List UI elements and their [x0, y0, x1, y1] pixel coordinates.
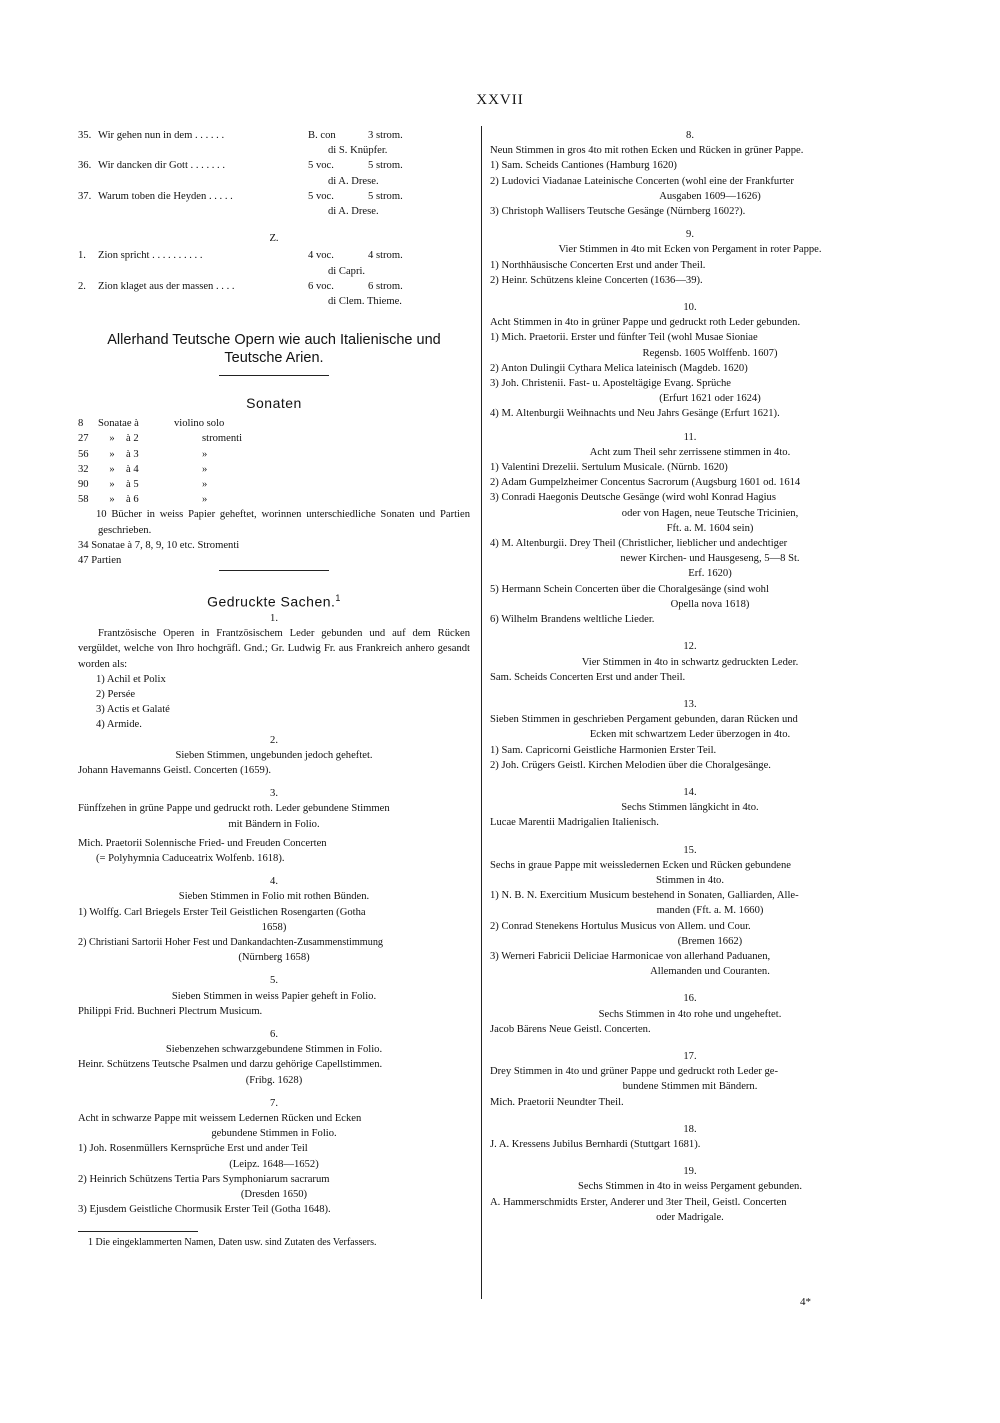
catalog-entry: 2. Zion klaget aus der massen . . . . 6 voc. 6 strom. — [78, 280, 403, 292]
list-item: 2) Persée — [96, 688, 136, 700]
list-item: 1) N. B. N. Exercitium Musicum bestehend in Sonaten, Galliarden, Alle- — [490, 890, 799, 902]
section-desc: Sieben Stimmen in geschrieben Pergament gebunden, daran Rücken und — [490, 714, 798, 726]
list-item: 6) Wilhelm Brandens weltliche Lieder. — [490, 614, 655, 626]
list-item: (= Polyhymnia Caduceatrix Wolfenb. 1618). — [96, 852, 285, 864]
column-divider — [481, 126, 482, 1299]
divider — [219, 375, 329, 376]
composer: di S. Knüpfer. — [328, 145, 388, 157]
left-column — [78, 128, 470, 1251]
list-item: newer Kirchen- und Hausgeseng, 5—8 St. — [620, 553, 800, 565]
section-desc: bundene Stimmen mit Bändern. — [622, 1081, 758, 1093]
list-item: 3) Werneri Fabricii Deliciae Harmonicae von allerhand Paduanen, — [490, 950, 771, 962]
list-item: (Nürnberg 1658) — [238, 952, 310, 964]
list-item: (Dresden 1650) — [240, 1189, 308, 1201]
section-desc: Sieben Stimmen in Folio mit rothen Bünden. — [178, 891, 370, 903]
list-item: 1) Valentini Drezelii. Sertulum Musicale. (Nürnb. 1620) — [490, 462, 728, 474]
composer: di Clem. Thieme. — [328, 296, 402, 308]
catalog-list-w — [78, 128, 470, 219]
section-desc: mit Bändern in Folio. — [228, 818, 320, 830]
opera-heading: Allerhand Teutsche Opern wie auch Italienische und Teutsche Arien. — [107, 332, 441, 367]
list-item: Johann Havemanns Geistl. Concerten (1659). — [78, 764, 271, 776]
catalog-entry: 37. Warum toben die Heyden . . . . . 5 voc. 5 strom. — [78, 190, 403, 202]
section-number: 6. — [270, 1029, 278, 1040]
list-item: Ausgaben 1609—1626) — [659, 190, 761, 202]
list-item: 3) Actis et Galaté — [96, 704, 170, 716]
section-desc: Frantzösische Operen in Frantzösischem Leder gebunden und auf dem Rücken vergüldet, welche von Ihro hochgräfl. Gnd.; Gr. Ludwig Fr. aus Frankreich anhero gesandt worden als: — [78, 628, 470, 670]
list-item: 1) Sam. Scheids Cantiones (Hamburg 1620) — [490, 160, 677, 172]
sonaten-heading: Sonaten — [246, 395, 302, 412]
list-item: oder von Hagen, neue Teutsche Tricinien, — [621, 507, 799, 519]
section-number: 19. — [683, 1166, 697, 1178]
list-item: 2) Conrad Stenekens Hortulus Musicus von Allem. und Cour. — [490, 920, 751, 932]
list-item: 1) Joh. Rosenmüllers Kernsprüche Erst und ander Teil — [78, 1143, 308, 1155]
list-item: Jacob Bärens Neue Geistl. Concerten. — [490, 1023, 651, 1035]
sonaten-list — [78, 416, 470, 507]
right-column — [490, 128, 890, 1225]
list-item: Philippi Frid. Buchneri Plectrum Musicum. — [78, 1005, 263, 1017]
section-number: 12. — [683, 641, 697, 653]
list-item: manden (Fft. a. M. 1660) — [656, 905, 764, 917]
section-number: 16. — [683, 993, 697, 1005]
signature-mark: 4* — [800, 1296, 811, 1308]
section-desc: Vier Stimmen in 4to mit Ecken von Pergament in roter Pappe. — [558, 244, 822, 256]
list-item: 3) Christoph Wallisers Teutsche Gesänge (Nürnberg 1602?). — [490, 206, 746, 218]
section-number: 17. — [683, 1050, 697, 1062]
section-number: 3. — [270, 788, 278, 800]
section-number: 7. — [270, 1097, 278, 1109]
page-number: XXVII — [476, 92, 524, 108]
section-number: 14. — [683, 786, 697, 798]
list-item: 2) Anton Dulingii Cythara Melica lateinisch (Magdeb. 1620) — [490, 362, 748, 374]
list-item: Sam. Scheids Concerten Erst und ander Theil. — [490, 671, 686, 683]
section-desc: Sechs in graue Pappe mit weissledernen Ecken und Rücken gebundene — [490, 859, 791, 871]
list-item: J. A. Kressens Jubilus Bernhardi (Stuttgart 1681). — [490, 1138, 701, 1150]
section-number: 5. — [270, 975, 278, 987]
composer: di Capri. — [328, 265, 366, 277]
list-item: 1) Mich. Praetorii. Erster und fünfter Teil (wohl Musae Sioniae — [490, 332, 758, 344]
sonaten-note: 47 Partien — [78, 555, 122, 567]
list-item: (Bremen 1662) — [677, 935, 743, 947]
divider — [219, 570, 329, 571]
sonaten-row: 90 » à 5 » — [78, 479, 208, 491]
list-item: Regensb. 1605 Wolffenb. 1607) — [642, 347, 778, 359]
catalog-entry: 36. Wir dancken dir Gott . . . . . . . 5 voc. 5 strom. — [78, 160, 403, 172]
catalog-list-z — [78, 248, 470, 309]
section-desc: Sieben Stimmen in weiss Papier geheft in Folio. — [171, 990, 377, 1002]
list-item: oder Madrigale. — [656, 1211, 724, 1223]
sonaten-row: 27 » à 2 stromenti — [78, 433, 243, 445]
sonaten-row: 58 » à 6 » — [78, 494, 208, 506]
composer: di A. Drese. — [328, 206, 379, 218]
section-desc: Stimmen in 4to. — [656, 874, 724, 886]
list-item: 2) Heinrich Schützens Tertia Pars Symphoniarum sacrarum — [78, 1173, 330, 1185]
footnote-mark: 1 — [335, 593, 341, 604]
list-item: 2) Heinr. Schützens kleine Concerten (1636—39). — [490, 274, 703, 286]
list-item: 4) Armide. — [96, 719, 142, 731]
section-desc: Sechs Stimmen in 4to in weiss Pergament gebunden. — [577, 1181, 802, 1193]
list-item: 5) Hermann Schein Concerten über die Choralgesänge (sind wohl — [490, 583, 769, 595]
list-item: 4) M. Altenburgii. Drey Theil (Christlicher, lieblicher und andechtiger — [490, 538, 788, 550]
sonaten-note: 10 Bücher in weiss Papier geheftet, worinnen unterschiedliche Sonaten und Partien geschrieben. — [96, 509, 470, 536]
section-desc: Siebenzehen schwarzgebundene Stimmen in Folio. — [165, 1044, 383, 1056]
section-number: 8. — [686, 130, 694, 141]
letter-heading: Z. — [269, 233, 279, 245]
list-item: Heinr. Schützens Teutsche Psalmen und darzu gehörige Capellstimmen. — [78, 1059, 383, 1071]
catalog-entry: 35. Wir gehen nun in dem . . . . . . B. con 3 strom. — [78, 130, 403, 141]
section-number: 1. — [270, 612, 278, 624]
section-number: 4. — [270, 876, 278, 888]
section-number: 13. — [683, 698, 697, 710]
section-desc: Fünffzehen in grüne Pappe und gedruckt roth. Leder gebundene Stimmen — [78, 803, 390, 815]
list-item: 2) Joh. Crügers Geistl. Kirchen Melodien über die Choralgesänge. — [490, 759, 771, 771]
sonaten-note: 34 Sonatae à 7, 8, 9, 10 etc. Stromenti — [78, 539, 240, 551]
sonaten-row: 56 » à 3 » — [78, 448, 208, 460]
list-item: 2) Christiani Sartorii Hoher Fest und Dankandachten-Zusammenstimmung — [78, 936, 384, 948]
list-item: Opella nova 1618) — [670, 598, 750, 610]
list-item: 1) Northhäusische Concerten Erst und ander Theil. — [490, 259, 706, 271]
list-item: Mich. Praetorii Solennische Fried- und Freuden Concerten — [78, 837, 327, 849]
section-desc: Neun Stimmen in gros 4to mit rothen Ecken und Rücken in grüner Pappe. — [490, 145, 804, 157]
section-desc: gebundene Stimmen in Folio. — [211, 1128, 337, 1140]
list-item: (Fribg. 1628) — [245, 1074, 303, 1086]
list-item: 1658) — [261, 921, 287, 933]
list-item: 3) Ejusdem Geistliche Chormusik Erster Teil (Gotha 1648). — [78, 1204, 331, 1216]
section-desc: Acht in schwarze Pappe mit weissem Ledernen Rücken und Ecken — [78, 1113, 362, 1125]
section-desc: Ecken mit schwartzem Leder überzogen in 4to. — [589, 729, 791, 741]
list-item: (Erfurt 1621 oder 1624) — [659, 393, 761, 405]
list-item: Lucae Marentii Madrigalien Italienisch. — [490, 817, 659, 829]
list-item: 1) Achil et Polix — [96, 673, 166, 685]
section-number: 11. — [683, 431, 697, 443]
section-number: 15. — [683, 844, 697, 856]
list-item: 4) M. Altenburgii Weihnachts und Neu Jahrs Gesänge (Erfurt 1621). — [490, 408, 780, 420]
list-item: Allemanden und Couranten. — [650, 966, 770, 978]
sonaten-row: 32 » à 4 » — [78, 463, 208, 475]
gedruckte-heading: Gedruckte Sachen.$^1$ — [207, 593, 341, 610]
list-item: 1) Wolffg. Carl Briegels Erster Teil Geistlichen Rosengarten (Gotha — [78, 906, 366, 918]
composer: di A. Drese. — [328, 175, 379, 187]
list-item: 2) Adam Gumpelzheimer Concentus Sacrorum (Augsburg 1601 od. 1614 — [490, 477, 801, 489]
list-item: Fft. a. M. 1604 sein) — [666, 522, 754, 534]
section-desc: Vier Stimmen in 4to in schwartz gedruckten Leder. — [581, 656, 799, 668]
list-item: 2) Ludovici Viadanae Lateinische Concerten (wohl eine der Frankfurter — [490, 175, 794, 187]
section-number: 18. — [683, 1123, 697, 1135]
footnote-rule — [78, 1231, 198, 1232]
section-desc: Drey Stimmen in 4to und grüner Pappe und gedruckt roth Leder ge- — [490, 1066, 779, 1078]
list-item: 3) Conradi Haegonis Deutsche Gesänge (wird wohl Konrad Hagius — [490, 492, 776, 504]
list-item: 3) Joh. Christenii. Fast- u. Aposteltägige Evang. Sprüche — [490, 378, 731, 390]
section-desc: Sechs Stimmen in 4to rohe und ungeheftet. — [598, 1008, 782, 1020]
opera-list — [78, 672, 470, 733]
list-item: (Leipz. 1648—1652) — [229, 1158, 319, 1170]
section-desc: Sechs Stimmen längkicht in 4to. — [621, 802, 759, 814]
sonaten-row: 8 Sonatae à violino solo — [78, 418, 225, 430]
list-item: Mich. Praetorii Neundter Theil. — [490, 1096, 624, 1108]
section-desc: Sieben Stimmen, ungebunden jedoch geheftet. — [175, 749, 373, 761]
footnote: 1 Die eingeklammerten Namen, Daten usw. sind Zutaten des Verfassers. — [88, 1237, 377, 1249]
section-number: 2. — [270, 734, 278, 746]
list-item: 1) Sam. Capricorni Geistliche Harmonien Erster Teil. — [490, 744, 717, 756]
list-item: A. Hammerschmidts Erster, Anderer und 3ter Theil, Geistl. Concerten — [490, 1196, 787, 1208]
section-number: 9. — [686, 229, 694, 241]
section-number: 10. — [683, 302, 697, 314]
catalog-entry: 1. Zion spricht . . . . . . . . . . 4 voc. 4 strom. — [78, 250, 403, 262]
section-desc: Acht zum Theil sehr zerrissene stimmen in 4to. — [589, 446, 791, 458]
list-item: Erf. 1620) — [688, 568, 732, 580]
section-desc: Acht Stimmen in 4to in grüner Pappe und gedruckt roth Leder gebunden. — [490, 317, 801, 329]
